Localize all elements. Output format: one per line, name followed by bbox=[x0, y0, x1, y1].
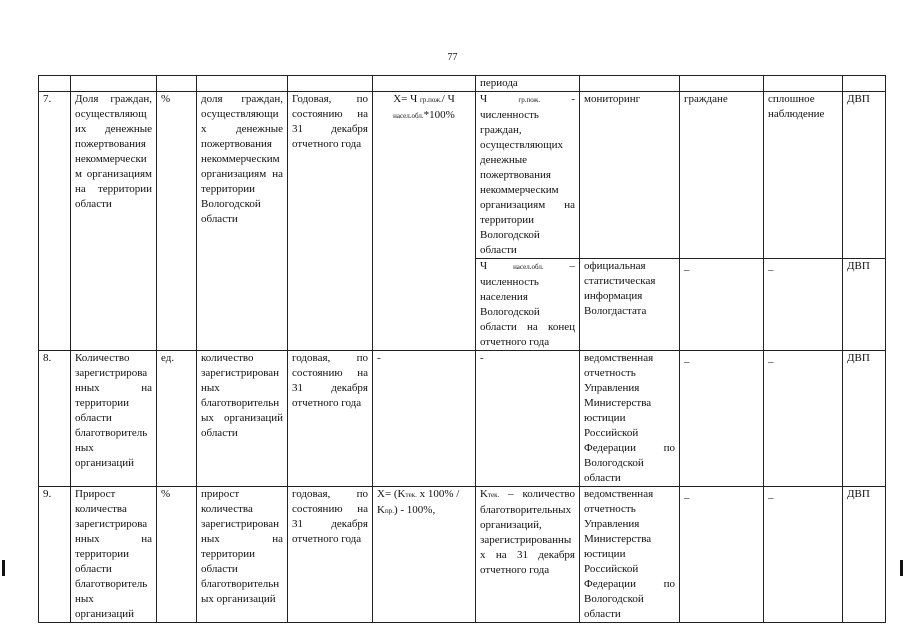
indicator-name: Количество зарегистрированных на территории области благотворительных организаций bbox=[71, 351, 157, 487]
row-number: 8. bbox=[39, 351, 71, 487]
observation-coverage: _ bbox=[764, 487, 843, 623]
periodicity: годовая, по состоянию на 31 декабря отчетного года bbox=[288, 351, 373, 487]
scan-edge-mark bbox=[2, 560, 5, 576]
indicator-definition: доля граждан, осуществляющих денежные пожертвования некоммерческим организациям на территории Вологодской области bbox=[197, 92, 288, 351]
indicator-definition: прирост количества зарегистрированных на территории области благотворительных организаций bbox=[197, 487, 288, 623]
collection-method: официальная статистическая информация Вологдастата bbox=[580, 259, 680, 351]
indicator-definition: количество зарегистрированных благотворительных организаций области bbox=[197, 351, 288, 487]
observation-coverage: _ bbox=[764, 351, 843, 487]
continuation-row bbox=[39, 76, 886, 92]
unit: % bbox=[157, 487, 197, 623]
continuation-text: периода bbox=[476, 76, 580, 92]
page-number: 77 bbox=[447, 52, 458, 63]
observation-coverage: _ bbox=[764, 259, 843, 351]
variable-description: Ч насел.обл. – численность населения Вологодской области на конец отчетного года bbox=[476, 259, 580, 351]
indicator-name: Доля граждан, осуществляющих денежные пожертвования некоммерческим организациям на территории области bbox=[71, 92, 157, 351]
row-number: 9. bbox=[39, 487, 71, 623]
collection-method: ведомственная отчетность Управления Министерства юстиции Российской Федерации по Вологодской области bbox=[580, 487, 680, 623]
collection-method: мониторинг bbox=[580, 92, 680, 259]
indicator-name: Прирост количества зарегистрированных на территории области благотворительных организаций bbox=[71, 487, 157, 623]
responsible: ДВП bbox=[843, 259, 886, 351]
observation-object: граждане bbox=[680, 92, 764, 259]
collection-method: ведомственная отчетность Управления Министерства юстиции Российской Федерации по Вологодской области bbox=[580, 351, 680, 487]
variable-description: - bbox=[476, 351, 580, 487]
table-row bbox=[39, 351, 886, 487]
unit: ед. bbox=[157, 351, 197, 487]
periodicity: Годовая, по состоянию на 31 декабря отчетного года bbox=[288, 92, 373, 351]
table-row bbox=[39, 92, 886, 259]
observation-object: _ bbox=[680, 487, 764, 623]
indicators-table bbox=[38, 75, 886, 623]
variable-description: Kтек. – количество благотворительных организаций, зарегистрированных на 31 декабря отчетного года bbox=[476, 487, 580, 623]
observation-object: _ bbox=[680, 259, 764, 351]
observation-coverage: сплошное наблюдение bbox=[764, 92, 843, 259]
responsible: ДВП bbox=[843, 92, 886, 259]
formula: X= (Kтек. х 100% / Kпр.) - 100%, bbox=[373, 487, 476, 623]
responsible: ДВП bbox=[843, 351, 886, 487]
variable-description: Ч гр.пож. - численность граждан, осуществляющих денежные пожертвования некоммерческим организациям на территории Вологодской области bbox=[476, 92, 580, 259]
unit: % bbox=[157, 92, 197, 351]
table-row bbox=[39, 487, 886, 623]
formula: - bbox=[373, 351, 476, 487]
row-number: 7. bbox=[39, 92, 71, 351]
observation-object: _ bbox=[680, 351, 764, 487]
responsible: ДВП bbox=[843, 487, 886, 623]
formula: X= Ч гр.пож./ Ч насел.обл.*100% bbox=[373, 92, 476, 351]
scan-edge-mark bbox=[900, 560, 903, 576]
periodicity: годовая, по состоянию на 31 декабря отчетного года bbox=[288, 487, 373, 623]
